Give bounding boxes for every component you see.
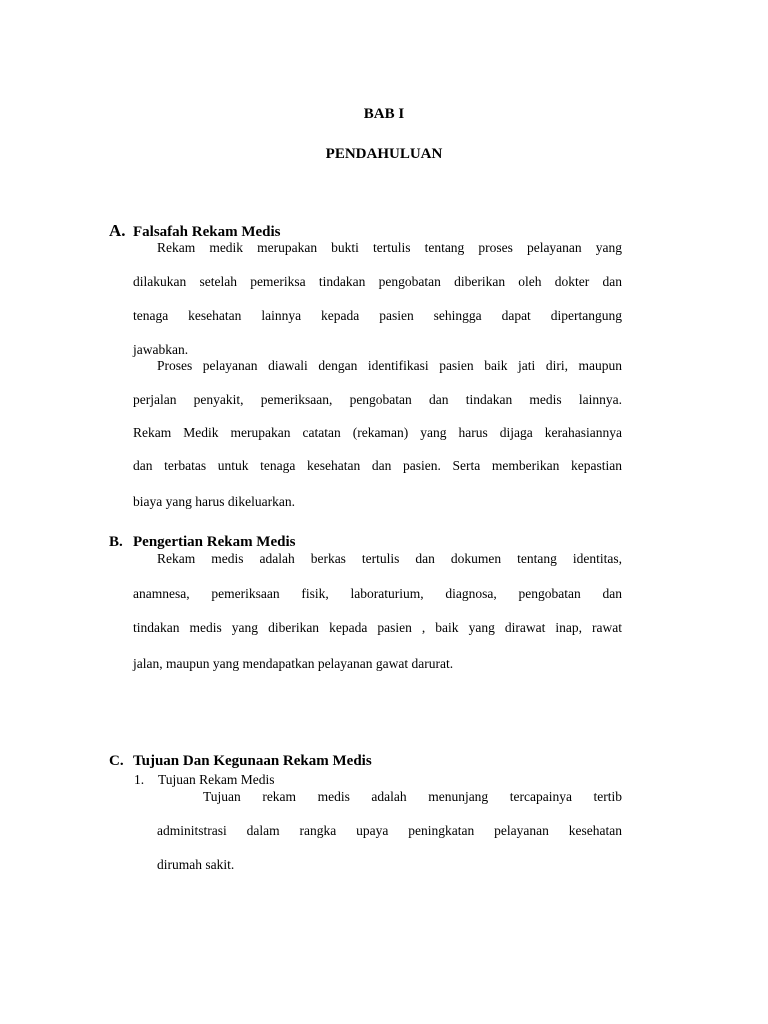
paragraph-line: tindakan medis yang diberikan kepada pasien , baik yang dirawat inap, rawat (133, 620, 622, 635)
subsection-1-title: Tujuan Rekam Medis (158, 772, 275, 787)
paragraph-line: biaya yang harus dikeluarkan. (133, 494, 295, 509)
subsection-1-heading (134, 772, 275, 788)
paragraph-line: dirumah sakit. (157, 857, 235, 872)
paragraph-line: dilakukan setelah pemeriksa tindakan pengobatan diberikan oleh dokter dan (133, 274, 622, 289)
paragraph-line: Rekam Medik merupakan catatan (rekaman) yang harus dijaga kerahasiannya (133, 425, 622, 440)
section-a-heading (109, 221, 281, 241)
paragraph-line: Rekam medik merupakan bukti tertulis tentang proses pelayanan yang (157, 240, 622, 255)
paragraph-line: perjalan penyakit, pemeriksaan, pengobatan dan tindakan medis lainnya. (133, 392, 622, 407)
section-b-heading (109, 534, 295, 551)
paragraph-line: dan terbatas untuk tenaga kesehatan dan pasien. Serta memberikan kepastian (133, 458, 622, 473)
section-b-title: Pengertian Rekam Medis (133, 534, 296, 550)
paragraph-line: Rekam medis adalah berkas tertulis dan dokumen tentang identitas, (157, 551, 622, 566)
section-c-title: Tujuan Dan Kegunaan Rekam Medis (133, 753, 372, 769)
chapter-subtitle: PENDAHULUAN (325, 146, 443, 162)
section-a-title: Falsafah Rekam Medis (133, 224, 281, 240)
section-c-heading (109, 753, 372, 770)
chapter-title: BAB I (363, 106, 405, 122)
section-a-letter: A. (109, 221, 126, 240)
paragraph-line: anamnesa, pemeriksaan fisik, laboraturium, diagnosa, pengobatan dan (133, 586, 622, 601)
paragraph-line: adminitstrasi dalam rangka upaya peningkatan pelayanan kesehatan (157, 823, 622, 838)
paragraph-line: Proses pelayanan diawali dengan identifikasi pasien baik jati diri, maupun (157, 358, 622, 373)
section-c-letter: C. (109, 753, 124, 769)
paragraph-line: jawabkan. (133, 342, 189, 357)
paragraph-line: jalan, maupun yang mendapatkan pelayanan gawat darurat. (133, 656, 454, 671)
section-b-letter: B. (109, 534, 123, 550)
paragraph-line: Tujuan rekam medis adalah menunjang tercapainya tertib (203, 789, 622, 804)
subsection-1-number: 1. (134, 772, 145, 787)
paragraph-line: tenaga kesehatan lainnya kepada pasien sehingga dapat dipertangung (133, 308, 622, 323)
